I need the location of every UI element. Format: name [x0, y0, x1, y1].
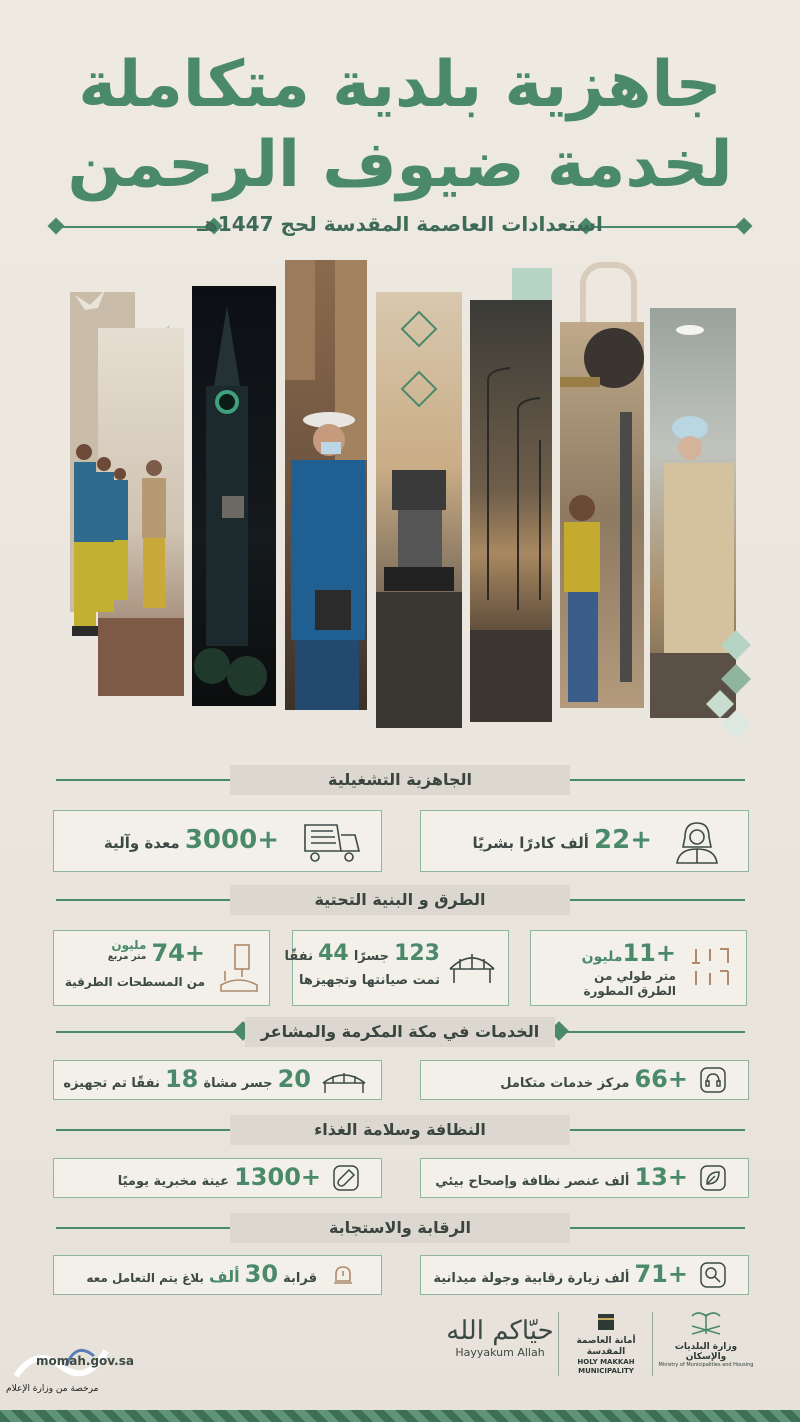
stat-box-surfaces	[53, 930, 270, 1006]
municipality-ar2: المقدسة	[586, 1347, 626, 1357]
stat-box-pedestrian	[53, 1060, 382, 1100]
stat-box-cadres	[420, 810, 749, 872]
section-title-monitoring: الرقابة والاستجابة	[328, 1218, 472, 1237]
stat-box-cleaning	[420, 1158, 749, 1198]
photo-clock-tower	[192, 286, 276, 706]
municipality-en2: MUNICIPALITY	[578, 1367, 634, 1375]
stat-centers-number: +66	[634, 1065, 688, 1093]
stat-pedestrian-bridges-number: 20	[277, 1065, 311, 1093]
stat-pedestrian-bridges-word: جسر مشاة	[203, 1076, 273, 1091]
stat-box-visits	[420, 1255, 749, 1295]
watermark-logo	[6, 1336, 126, 1406]
section-title-operational: الجاهزية التشغيلية	[328, 770, 472, 789]
stat-box-centers	[420, 1060, 749, 1100]
test-tube-icon	[333, 1165, 359, 1191]
stat-box-samples	[53, 1158, 382, 1198]
stat-box-roads	[530, 930, 747, 1006]
kaaba-icon	[595, 1310, 617, 1332]
stat-equipment-label: معدة وآلية	[103, 834, 180, 852]
section-title-cleanliness: النظافة وسلامة الغذاء	[314, 1120, 486, 1139]
hayyakum-logo	[440, 1316, 560, 1359]
stat-reports-prefix: قرابة	[283, 1271, 317, 1286]
paving-icon	[217, 941, 261, 995]
footer-divider	[558, 1312, 559, 1376]
stat-surfaces-label: من المسطحات الطرقية	[64, 975, 205, 989]
stat-box-reports	[53, 1255, 382, 1295]
photo-road-roller	[376, 292, 462, 728]
stat-roads-unit: مليون	[581, 949, 623, 965]
stat-cleaning-label: ألف عنصر نظافة وإصحاح بيئي	[435, 1174, 630, 1189]
photo-inspector	[285, 260, 367, 710]
stat-reports-number: 30	[244, 1260, 279, 1288]
stat-surfaces-unit: مليون	[111, 938, 147, 952]
bottom-pattern-strip	[0, 1410, 800, 1422]
magnifier-icon	[700, 1262, 726, 1288]
stat-reports-label: بلاغ يتم التعامل معه	[86, 1271, 204, 1285]
hayyakum-en: Hayyakum Allah	[455, 1346, 545, 1359]
stat-pedestrian-tunnels-number: 18	[164, 1065, 199, 1093]
road-icon	[690, 945, 734, 989]
stat-cadres-number: +22	[594, 825, 652, 855]
municipality-ar1: أمانة العاصمة	[576, 1336, 636, 1346]
municipality-logo	[566, 1310, 646, 1376]
stat-box-bridges	[284, 930, 509, 1006]
stat-samples-number: +1300	[234, 1163, 321, 1191]
website-link[interactable]: momah.gov.sa	[36, 1354, 134, 1368]
stat-surfaces-unit2: متر مربع	[107, 952, 147, 962]
stat-bridges-word: جسرًا	[353, 949, 389, 964]
stat-equipment-number: +3000	[184, 825, 279, 855]
pedestrian-bridge-icon	[321, 1067, 367, 1095]
truck-icon	[301, 817, 363, 865]
footer	[0, 1300, 800, 1422]
palm-emblem-icon	[686, 1308, 726, 1338]
stat-cleaning-number: +13	[634, 1163, 688, 1191]
stat-visits-number: +71	[634, 1260, 688, 1288]
worker-icon	[671, 817, 723, 865]
leaf-icon	[700, 1165, 726, 1191]
stat-surfaces-number: +74	[151, 939, 205, 967]
stat-visits-label: ألف زيارة رقابية وجولة ميدانية	[433, 1271, 630, 1286]
stat-roads-label: متر طولي من الطرق المطورة	[583, 969, 676, 998]
subtitle: استعدادات العاصمة المقدسة لحج 1447هـ	[197, 212, 603, 236]
photo-collage	[0, 250, 800, 740]
photo-fan-worker	[560, 322, 644, 708]
ministry-logo	[656, 1308, 756, 1368]
stat-reports-unit: ألف	[209, 1267, 240, 1286]
stat-box-equipment	[53, 810, 382, 872]
alarm-icon	[331, 1263, 355, 1287]
main-title-line1: جاهزية بلدية متكاملة	[78, 48, 722, 122]
stat-centers-label: مركز خدمات متكامل	[500, 1076, 630, 1091]
stat-tunnels-word: نفقًا	[284, 949, 314, 964]
stat-samples-label: عينة مخبرية يوميًا	[117, 1174, 229, 1189]
stat-tunnels-number: 44	[318, 941, 349, 966]
stat-roads-number: +11	[622, 939, 676, 967]
stat-bridges-label: تمت صيانتها وتجهيزها	[298, 973, 440, 988]
footer-divider-2	[652, 1312, 653, 1376]
decorative-diamonds	[706, 630, 756, 740]
bridge-icon	[448, 947, 496, 987]
photo-workers-line	[56, 438, 136, 648]
service-icon	[700, 1067, 726, 1093]
ministry-en: Ministry of Municipalities and Housing	[658, 1362, 754, 1368]
photo-street-lights	[470, 300, 552, 722]
section-title-services: الخدمات في مكة المكرمة والمشاعر	[260, 1022, 540, 1041]
main-title-line2: لخدمة ضيوف الرحمن	[67, 128, 733, 202]
hayyakum-ar: حيّاكم الله	[446, 1316, 554, 1346]
stat-bridges-number: 123	[394, 941, 440, 966]
stat-pedestrian-label: نفقًا تم تجهيزه	[63, 1076, 160, 1091]
municipality-en1: HOLY MAKKAH	[577, 1358, 635, 1366]
stat-cadres-label: ألف كادرًا بشريًا	[472, 834, 589, 852]
ministry-ar: وزارة البلديات والإسكان	[674, 1342, 738, 1362]
section-title-roads: الطرق و البنية التحتية	[314, 890, 486, 909]
watermark-label: مرخصة من وزارة الإعلام	[6, 1384, 99, 1394]
